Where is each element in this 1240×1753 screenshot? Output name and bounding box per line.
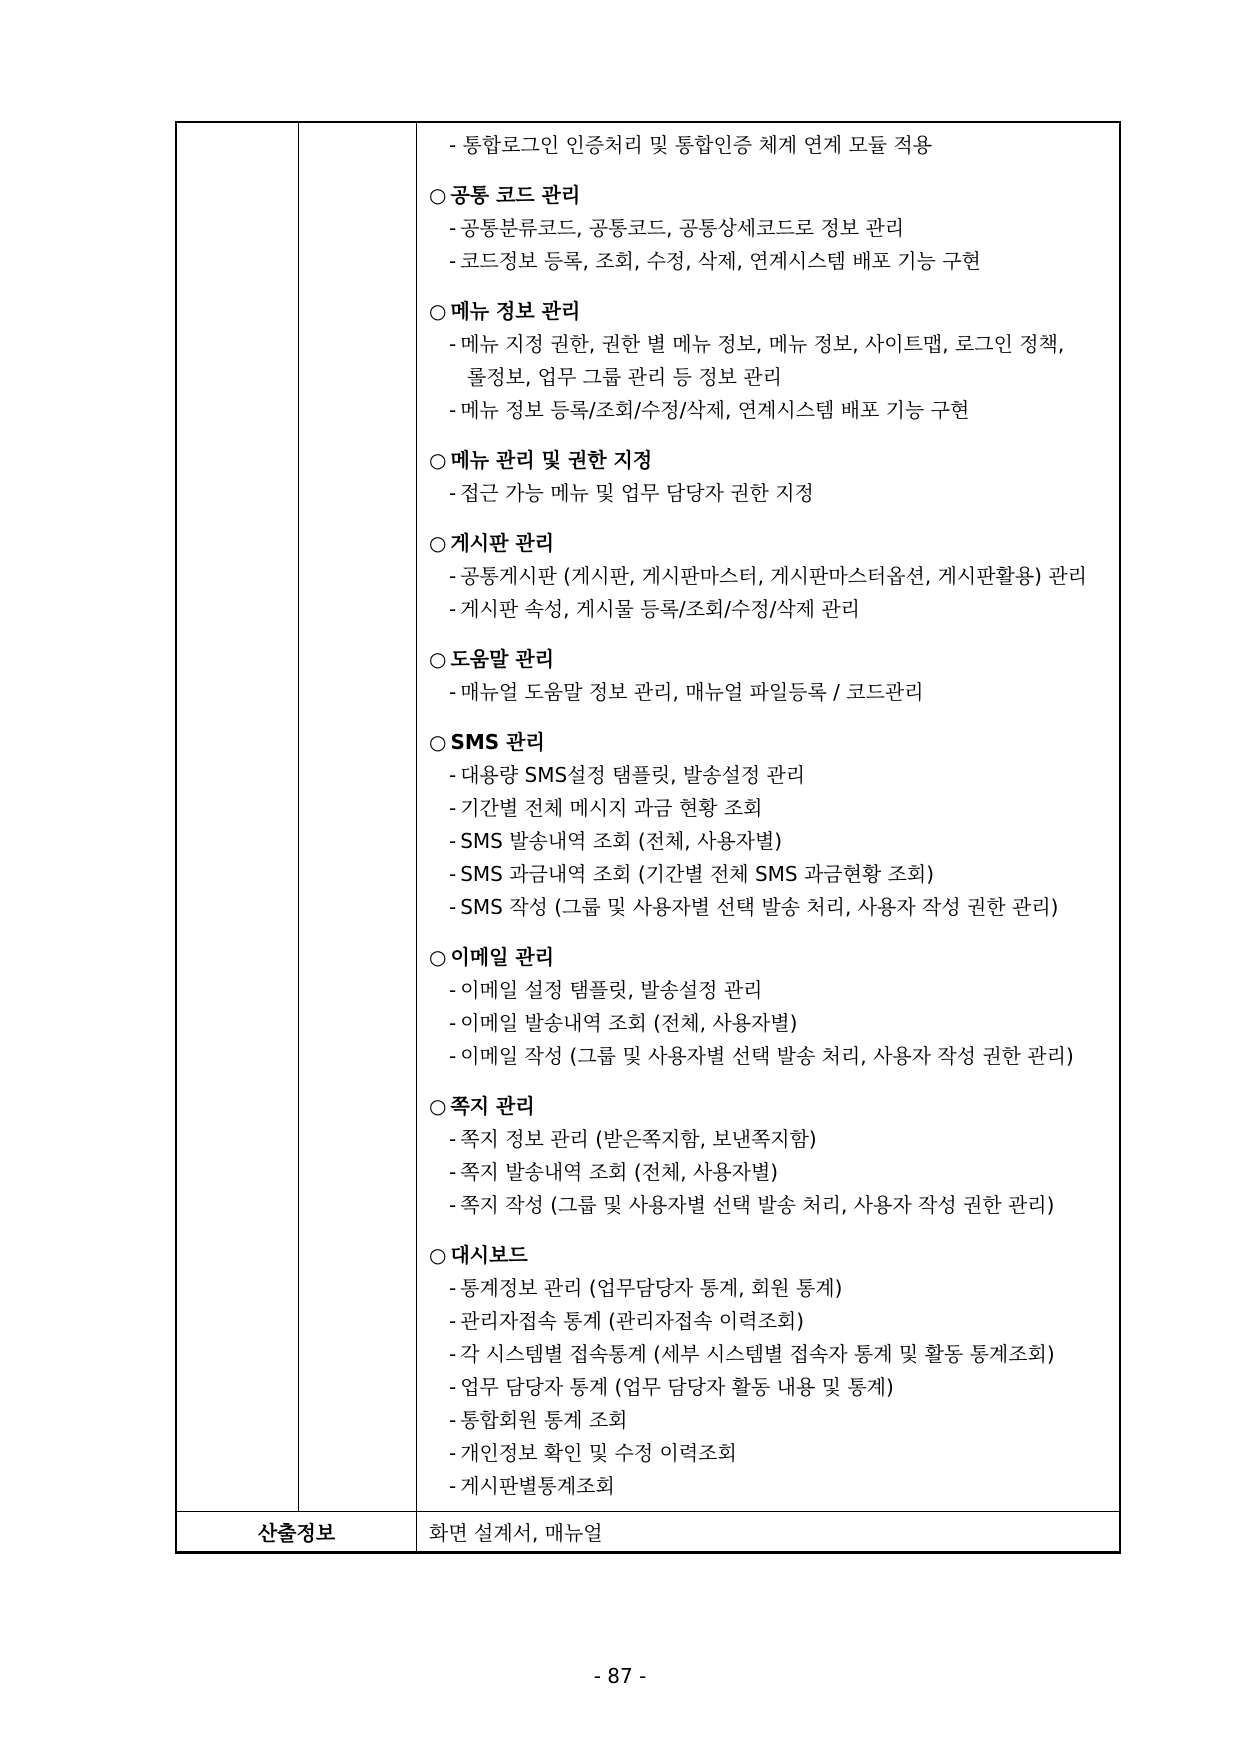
- page-number: - 87 -: [593, 1664, 647, 1688]
- list-item-text: 쪽지 발송내역 조회 (전체, 사용자별): [460, 1160, 779, 1184]
- intro-item: - 통합로그인 인증처리 및 통합인증 체계 연계 모듈 적용: [449, 133, 933, 157]
- dash-bullet: -: [449, 1276, 457, 1300]
- circle-bullet: ○: [429, 531, 447, 555]
- list-item: [429, 792, 1119, 825]
- list-item: [429, 1189, 1119, 1222]
- output-label: 산출정보: [176, 1511, 417, 1552]
- dash-bullet: -: [449, 249, 457, 273]
- dash-bullet: -: [449, 895, 457, 919]
- list-item-text: 관리자접속 통계 (관리자접속 이력조회): [460, 1309, 805, 1333]
- section-heading: [429, 726, 1119, 759]
- list-item-text: 매뉴얼 도움말 정보 관리, 매뉴얼 파일등록 / 코드관리: [460, 680, 924, 704]
- dash-bullet: -: [449, 1375, 457, 1399]
- circle-bullet: ○: [429, 647, 447, 671]
- list-item-text: 코드정보 등록, 조회, 수정, 삭제, 연계시스템 배포 기능 구현: [460, 249, 981, 273]
- list-item-text: 메뉴 지정 권한, 권한 별 메뉴 정보, 메뉴 정보, 사이트맵, 로그인 정책,: [460, 332, 1065, 356]
- section-heading: [429, 295, 1119, 328]
- dash-bullet: -: [449, 1441, 457, 1465]
- list-item-text: 각 시스템별 접속통계 (세부 시스템별 접속자 통계 및 활동 통계조회): [460, 1342, 1055, 1366]
- list-item: [429, 825, 1119, 858]
- list-item: [429, 858, 1119, 891]
- list-item-text: 업무 담당자 통계 (업무 담당자 활동 내용 및 통계): [460, 1375, 894, 1399]
- list-item: [429, 759, 1119, 792]
- dash-bullet: -: [449, 763, 457, 787]
- circle-bullet: ○: [429, 1243, 447, 1267]
- empty-cell-1: [176, 122, 299, 1511]
- list-item-text: 쪽지 정보 관리 (받은쪽지함, 보낸쪽지함): [460, 1127, 817, 1151]
- section-email: [429, 941, 1119, 1073]
- list-item-text: 대용량 SMS설정 탬플릿, 발송설정 관리: [460, 763, 806, 787]
- circle-bullet: ○: [429, 183, 447, 207]
- dash-bullet: -: [449, 1011, 457, 1035]
- dash-bullet: -: [449, 1044, 457, 1068]
- list-item: [429, 1437, 1119, 1470]
- list-item: [429, 212, 1119, 245]
- list-item-text: 쪽지 작성 (그룹 및 사용자별 선택 발송 처리, 사용자 작성 권한 관리): [460, 1193, 1055, 1217]
- list-item-text: 이메일 작성 (그룹 및 사용자별 선택 발송 처리, 사용자 작성 권한 관리): [460, 1044, 1074, 1068]
- list-item: [429, 593, 1119, 626]
- circle-bullet: ○: [429, 945, 447, 969]
- section-title: 도움말 관리: [450, 647, 555, 671]
- dash-bullet: -: [449, 1309, 457, 1333]
- list-item-text: SMS 발송내역 조회 (전체, 사용자별): [460, 829, 783, 853]
- circle-bullet: ○: [429, 299, 447, 323]
- circle-bullet: ○: [429, 730, 447, 754]
- list-item-text: 게시판별통계조회: [460, 1474, 615, 1498]
- section-help: [429, 643, 1119, 709]
- content-body: [417, 123, 1119, 1503]
- dash-bullet: -: [449, 1127, 457, 1151]
- circle-bullet: ○: [429, 448, 447, 472]
- requirements-table: [175, 121, 1121, 1554]
- dash-bullet: -: [449, 1342, 457, 1366]
- output-value: 화면 설계서, 매뉴얼: [417, 1511, 1121, 1552]
- section-heading: [429, 1239, 1119, 1272]
- list-item-text: SMS 작성 (그룹 및 사용자별 선택 발송 처리, 사용자 작성 권한 관리): [460, 895, 1059, 919]
- section-memo: [429, 1090, 1119, 1222]
- list-item: [429, 560, 1119, 593]
- list-item: [429, 245, 1119, 278]
- section-heading: [429, 1090, 1119, 1123]
- section-title: 대시보드: [450, 1243, 528, 1267]
- list-item: [429, 1404, 1119, 1437]
- list-item: [429, 1040, 1119, 1073]
- list-item-text: 이메일 발송내역 조회 (전체, 사용자별): [460, 1011, 798, 1035]
- empty-cell-2: [299, 122, 417, 1511]
- section-heading: [429, 643, 1119, 676]
- list-item: [429, 1338, 1119, 1371]
- list-item-text: 접근 가능 메뉴 및 업무 담당자 권한 지정: [460, 481, 814, 505]
- list-item: [429, 1123, 1119, 1156]
- section-heading: [429, 179, 1119, 212]
- section-menu-info: [429, 295, 1119, 427]
- list-item-text: 메뉴 정보 등록/조회/수정/삭제, 연계시스템 배포 기능 구현: [460, 398, 970, 422]
- list-item-text: 통계정보 관리 (업무담당자 통계, 회원 통계): [460, 1276, 843, 1300]
- section-title: 이메일 관리: [450, 945, 555, 969]
- list-item: [429, 1007, 1119, 1040]
- dash-bullet: -: [449, 1193, 457, 1217]
- section-common-code: [429, 179, 1119, 278]
- section-title: 메뉴 관리 및 권한 지정: [450, 448, 653, 472]
- section-heading: [429, 941, 1119, 974]
- list-item: [429, 394, 1119, 427]
- dash-bullet: -: [449, 398, 457, 422]
- list-item-text: 개인정보 확인 및 수정 이력조회: [460, 1441, 737, 1465]
- dash-bullet: -: [449, 216, 457, 240]
- list-item-text: 이메일 설정 탬플릿, 발송설정 관리: [460, 978, 763, 1002]
- content-cell: [417, 122, 1121, 1511]
- list-item-text: 기간별 전체 메시지 과금 현황 조회: [460, 796, 763, 820]
- dash-bullet: -: [449, 564, 457, 588]
- list-item-text: SMS 과금내역 조회 (기간별 전체 SMS 과금현황 조회): [460, 862, 935, 886]
- dash-bullet: -: [449, 829, 457, 853]
- dash-bullet: -: [449, 1408, 457, 1432]
- list-item: [429, 974, 1119, 1007]
- section-title: SMS 관리: [450, 730, 545, 754]
- section-title: 공통 코드 관리: [450, 183, 581, 207]
- circle-bullet: ○: [429, 1094, 447, 1118]
- section-heading: [429, 527, 1119, 560]
- section-title: 쪽지 관리: [450, 1094, 535, 1118]
- section-title: 게시판 관리: [450, 531, 555, 555]
- section-menu-permission: [429, 444, 1119, 510]
- list-item-text: 공통게시판 (게시판, 게시판마스터, 게시판마스터옵션, 게시판활용) 관리: [460, 564, 1087, 588]
- list-item: [429, 1156, 1119, 1189]
- list-item: [429, 1371, 1119, 1404]
- dash-bullet: -: [449, 978, 457, 1002]
- dash-bullet: -: [449, 1160, 457, 1184]
- dash-bullet: -: [449, 862, 457, 886]
- list-item: [429, 1305, 1119, 1338]
- table-row-output: [176, 1511, 1120, 1552]
- dash-bullet: -: [449, 680, 457, 704]
- list-item-text: 게시판 속성, 게시물 등록/조회/수정/삭제 관리: [460, 597, 860, 621]
- dash-bullet: -: [449, 597, 457, 621]
- dash-bullet: -: [449, 796, 457, 820]
- section-heading: [429, 444, 1119, 477]
- table-row-content: [176, 122, 1120, 1511]
- section-sms: [429, 726, 1119, 924]
- list-item-continuation: 롤정보, 업무 그룹 관리 등 정보 관리: [467, 365, 782, 389]
- list-item: [429, 328, 1119, 361]
- dash-bullet: -: [449, 481, 457, 505]
- list-item-text: 통합회원 통계 조회: [460, 1408, 628, 1432]
- list-item: [429, 477, 1119, 510]
- list-item: [429, 1470, 1119, 1503]
- list-item: [429, 891, 1119, 924]
- dash-bullet: -: [449, 1474, 457, 1498]
- section-title: 메뉴 정보 관리: [450, 299, 581, 323]
- list-item-text: 공통분류코드, 공통코드, 공통상세코드로 정보 관리: [460, 216, 905, 240]
- list-item: [429, 1272, 1119, 1305]
- section-dashboard: [429, 1239, 1119, 1503]
- dash-bullet: -: [449, 332, 457, 356]
- section-board: [429, 527, 1119, 626]
- list-item: [429, 676, 1119, 709]
